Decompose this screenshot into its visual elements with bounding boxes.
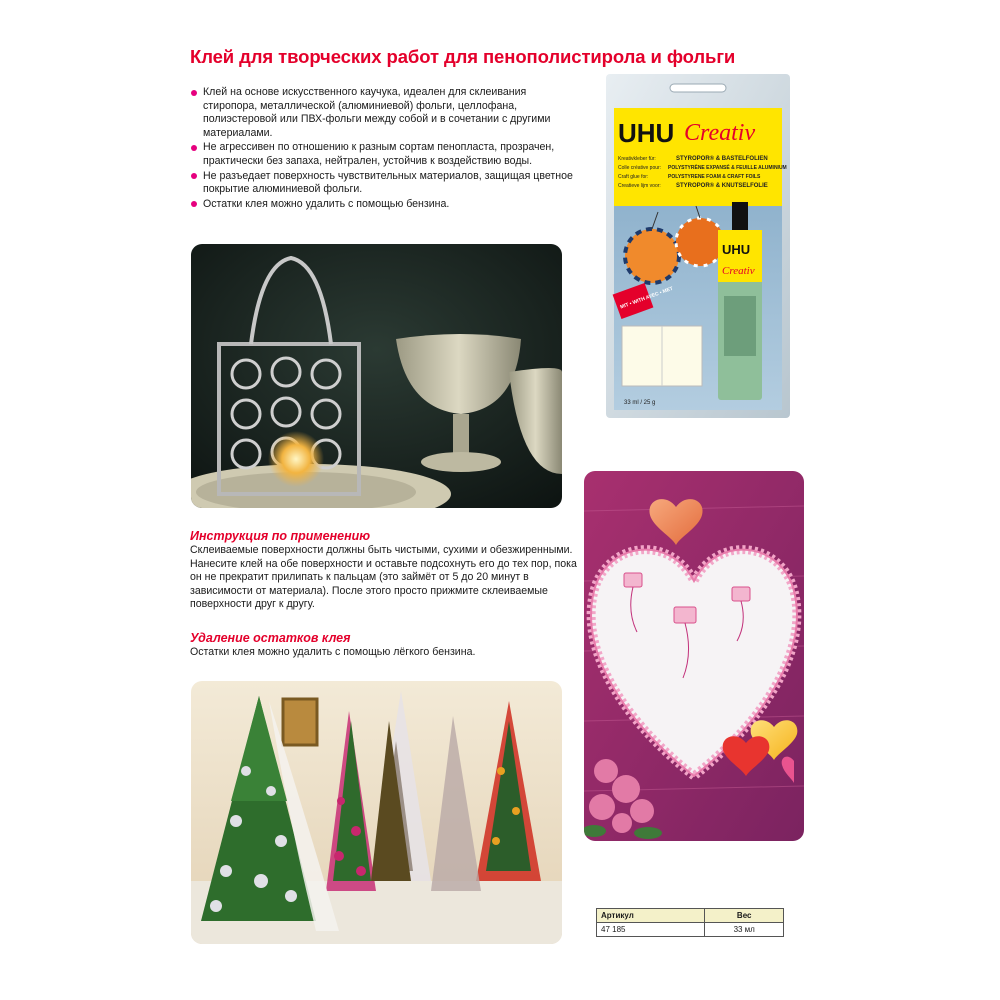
brand-logo: UHU — [618, 118, 675, 148]
page-title: Клей для творческих работ для пенополистирола и фольги — [190, 46, 736, 67]
instructions-text: Склеиваемые поверхности должны быть чистыми, сухими и обезжиренными. Нанесите клей на обе поверхности и оставьте подсохнуть его до тех пор, пока он не прекратит прилипать к пальцам (это займёт от 5 до 20 минут в зависимости от материала). После этого просто прижмите склеиваемые поверхности друг к другу. — [190, 544, 577, 611]
product-line-logo: Creativ — [684, 120, 756, 146]
removal-text: Остатки клея можно удалить с помощью лёгкого бензина. — [190, 646, 476, 658]
package-text: Craft glue for: — [618, 174, 649, 180]
feature-list — [190, 86, 575, 212]
lantern-photo — [191, 244, 562, 508]
instructions-heading: Инструкция по применению — [190, 529, 371, 543]
spec-table-header-row — [597, 909, 784, 923]
package-text: POLYSTYRENE FOAM & CRAFT FOILS — [668, 174, 761, 180]
package-text: Creatieve lijm voor: — [618, 183, 661, 189]
package-text: POLYSTYRÈNE EXPANSÉ & FEUILLE ALUMINIUM — [668, 165, 787, 171]
tube-line-label: Creativ — [722, 265, 755, 277]
package-text: Kreativkleber für: — [618, 156, 656, 162]
package-badge: MIT • WITH AVEC • MET — [619, 285, 674, 311]
removal-heading: Удаление остатков клея — [190, 631, 351, 645]
package-text: STYROPOR® & BASTELFOLIEN — [676, 156, 768, 162]
package-text: STYROPOR® & KNUTSELFOLIE — [676, 183, 768, 189]
spec-header-article: Артикул — [597, 909, 705, 923]
feature-item: Клей на основе искусственного каучука, идеален для склеивания стиропора, металлической (алюминиевой) фольги, целлофана, полиэстеровой или ПВХ-фольги между собой и в сочетании с другими материалами. — [190, 86, 575, 140]
product-package-image — [606, 74, 790, 418]
feature-item: Не агрессивен по отношению к разным сортам пенопласта, прозрачен, практически без запаха, нейтрален, устойчив к воздействию воды. — [190, 141, 575, 168]
tube-brand-label: UHU — [722, 242, 751, 257]
spec-header-weight: Вес — [705, 909, 784, 923]
heart-decoration-photo — [584, 471, 804, 841]
spec-cell-weight: 33 мл — [705, 923, 784, 937]
spec-cell-article: 47 185 — [597, 923, 705, 937]
feature-item: Не разъедает поверхность чувствительных материалов, защищая цветное покрытие алюминиевой фольги. — [190, 170, 575, 197]
table-row — [597, 923, 784, 937]
christmas-trees-photo — [191, 681, 562, 944]
package-volume: 33 ml / 25 g — [624, 400, 656, 406]
spec-table — [596, 908, 784, 937]
feature-item: Остатки клея можно удалить с помощью бензина. — [190, 198, 575, 212]
package-text: Colle créative pour: — [618, 165, 662, 171]
